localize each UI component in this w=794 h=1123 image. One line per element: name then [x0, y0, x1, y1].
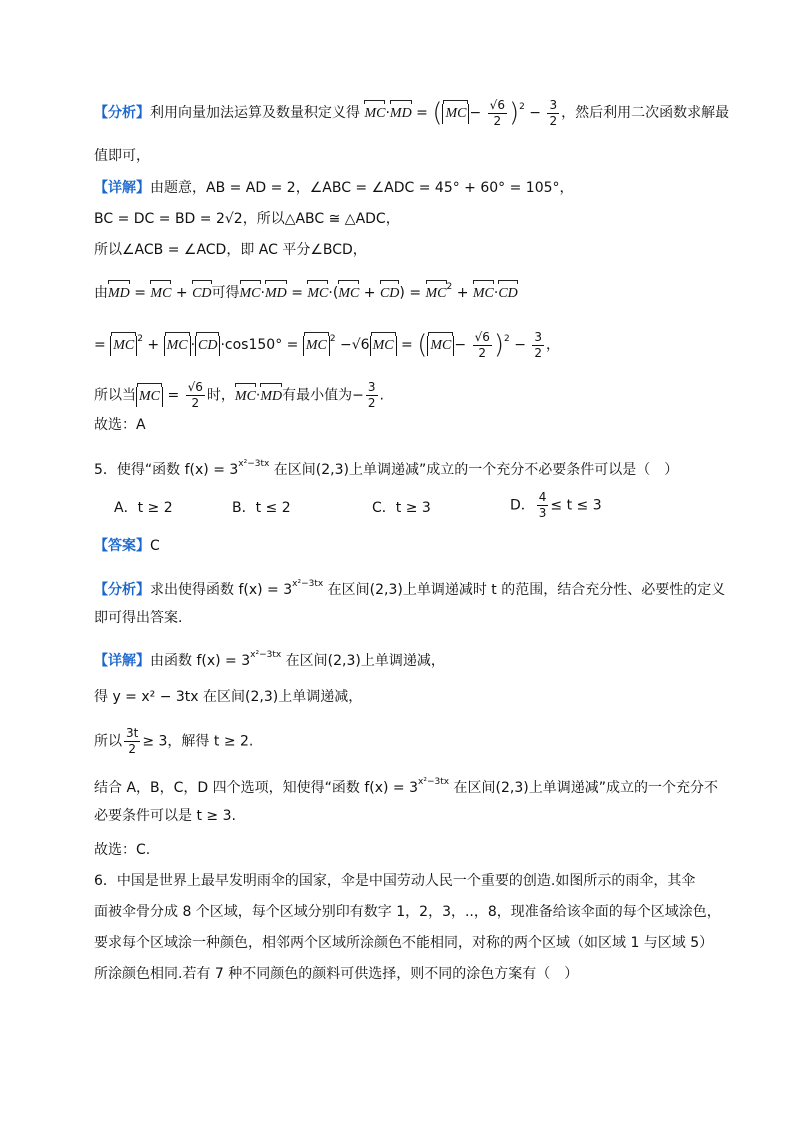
q5-detail-1	[94, 645, 445, 671]
dot-op: ·	[190, 337, 196, 353]
option-d-text: ≤ t ≤ 3	[550, 497, 602, 514]
detail-line-3: 所以∠ACB = ∠ACD，即 AC 平分∠BCD，	[94, 242, 367, 258]
exponent: x²−3tx	[238, 459, 270, 469]
frac-3t-2	[124, 726, 140, 757]
cos-term: cos150°	[224, 337, 283, 353]
numerator: 3	[367, 380, 376, 394]
abs-cd: CD	[195, 336, 220, 356]
frac-3-2	[547, 98, 559, 129]
minus: −	[514, 337, 526, 353]
text: 在区间(2,3)上单调递减”成立的一个充分不	[449, 780, 718, 796]
minus: −	[529, 105, 542, 121]
dot-op: ·	[260, 285, 265, 301]
dot-op: ·	[493, 285, 499, 301]
vector-mc: MC	[240, 284, 261, 304]
neg-sqrt6: −√6	[340, 337, 370, 353]
equals: =	[167, 387, 180, 404]
abs-mc: MC	[427, 336, 454, 356]
vector-md: MD	[108, 284, 130, 304]
square-exp: 2	[137, 334, 143, 344]
text: 结合 A，B，C，D 四个选项，知使得“函数 f(x) = 3	[94, 780, 419, 796]
q5-option-a: A．t ≥ 2	[114, 500, 173, 516]
abs-mc: MC	[110, 336, 137, 356]
dot-op: ·	[328, 285, 333, 301]
abs-mc: MC	[303, 336, 330, 356]
frac-3-2	[366, 380, 378, 411]
frac-sqrt6-2	[186, 380, 205, 411]
q5-final: 故选：C.	[94, 842, 151, 858]
denominator: 2	[128, 742, 136, 756]
frac-3-2	[532, 330, 544, 361]
text: 在区间(2,3)上单调递减，	[281, 653, 445, 669]
equals: =	[416, 105, 428, 121]
frac-sqrt6-2	[473, 330, 492, 361]
stem-text: 5．使得“函数 f(x) = 3	[94, 462, 239, 478]
minus: −	[469, 105, 482, 121]
abs-mc: MC	[370, 336, 397, 356]
abs-mc: MC	[136, 387, 163, 407]
vector-mc: MC	[150, 284, 171, 304]
q5-option-b: B．t ≤ 2	[232, 500, 291, 516]
plus: +	[363, 285, 376, 301]
q6-line-3: 要求每个区域涂一种颜色，相邻两个区域所涂颜色不能相同，对称的两个区域（如区域 1 与区域 5）	[94, 935, 714, 951]
q5-option-d	[510, 490, 602, 521]
vector-mc: MC	[338, 284, 359, 304]
analysis-line-1	[94, 97, 729, 129]
detail-line-5	[94, 329, 560, 361]
abs-mc: MC	[164, 336, 191, 356]
numerator: √6	[489, 97, 505, 112]
equals: =	[401, 337, 413, 353]
plus: +	[175, 285, 188, 301]
q5-analysis-2: 即可得出答案.	[94, 610, 183, 626]
square-exp: 2	[504, 334, 510, 344]
q6-line-4: 所涂颜色相同.若有 7 种不同颜色的颜料可供选择，则不同的涂色方案有（ ）	[94, 966, 579, 982]
analysis-tag: 【分析】	[94, 582, 150, 598]
equals: =	[291, 285, 303, 301]
text: ≥ 3，解得 t ≥ 2.	[142, 733, 254, 750]
numerator: 3	[534, 329, 543, 344]
numerator: √6	[187, 380, 203, 394]
equals: =	[134, 285, 146, 301]
analysis-text: 利用向量加法运算及数量积定义得	[150, 105, 360, 121]
vector-mc: MC	[364, 104, 385, 124]
answer-value: C	[150, 538, 160, 554]
text: 由	[94, 285, 108, 301]
frac-sqrt6-2	[488, 98, 507, 129]
text: 有最小值为	[282, 387, 353, 404]
q5-answer	[94, 536, 160, 556]
denominator: 2	[549, 113, 558, 128]
square-exp: 2	[519, 102, 525, 112]
equals: =	[286, 337, 299, 353]
vector-mc: MC	[473, 284, 494, 304]
detail-tag: 【详解】	[94, 180, 150, 196]
exponent: x²−3tx	[418, 777, 450, 787]
q5-detail-3	[94, 726, 253, 757]
vector-mc: MC	[426, 284, 447, 304]
paren-close: )	[493, 330, 505, 360]
abs-mc: MC	[442, 104, 469, 124]
q5-detail-4	[94, 772, 718, 798]
equals: =	[94, 337, 106, 353]
text: 由函数 f(x) = 3	[150, 653, 251, 669]
denominator: 2	[191, 396, 200, 410]
dot-op: ·	[255, 387, 261, 404]
vector-md: MD	[390, 104, 412, 124]
numerator: 4	[538, 490, 547, 504]
numerator: 3	[549, 97, 558, 112]
vector-cd: CD	[192, 284, 211, 304]
plus: +	[147, 337, 160, 353]
q5-stem	[94, 454, 678, 480]
equals: =	[409, 285, 422, 301]
exponent: x²−3tx	[292, 579, 324, 589]
vector-md: MD	[260, 387, 282, 407]
denominator: 2	[367, 396, 376, 410]
comma: ，	[546, 337, 561, 353]
denominator: 2	[493, 113, 502, 128]
numerator: 3t	[126, 726, 139, 740]
option-d-label: D．	[510, 497, 535, 514]
analysis-text-cont: ，然后利用二次函数求解最	[561, 105, 730, 121]
detail-line-2: BC = DC = BD = 2√2，所以△ABC ≅ △ADC，	[94, 211, 400, 227]
text: 求出使得函数 f(x) = 3	[150, 582, 293, 598]
denominator: 2	[534, 345, 543, 360]
text: 时，	[206, 387, 235, 404]
text: 在区间(2,3)上单调递减时 t 的范围，结合充分性、必要性的定义	[323, 582, 726, 598]
q5-detail-2: 得 y = x² − 3tx 在区间(2,3)上单调递减，	[94, 689, 363, 705]
q5-analysis-1	[94, 574, 725, 600]
period: .	[379, 387, 384, 404]
detail-line-4: 由MD = MC + CD可得$MC\cdot MD = MC\cdot(MC + CD) = MC^2 + MC\cdot CD$	[94, 277, 518, 304]
detail-line-1	[94, 178, 574, 198]
detail-line-6	[94, 380, 384, 411]
detail-text: 由题意，AB = AD = 2，∠ABC = ∠ADC = 45° + 60° = 105°，	[150, 180, 574, 196]
answer-tag: 【答案】	[94, 538, 150, 554]
text: 可得	[211, 285, 240, 301]
paren-close: )	[508, 98, 520, 128]
minus: −	[454, 337, 467, 353]
vector-cd: CD	[498, 284, 517, 304]
detail-tag: 【详解】	[94, 653, 150, 669]
analysis-line-2: 值即可，	[94, 148, 150, 164]
q5-option-c: C．t ≥ 3	[372, 500, 431, 516]
analysis-tag: 【分析】	[94, 105, 150, 121]
dot-op: ·	[220, 337, 225, 353]
denominator: 2	[478, 345, 487, 360]
vector-mc: MC	[307, 284, 328, 304]
plus: +	[456, 285, 469, 301]
q6-line-1: 6．中国是世界上最早发明雨伞的国家，伞是中国劳动人民一个重要的创造.如图所示的雨伞，其伞	[94, 873, 696, 889]
minus: −	[352, 387, 364, 404]
text: 所以当	[94, 387, 136, 404]
text: 所以	[94, 733, 122, 750]
vector-cd: CD	[380, 284, 399, 304]
dot-op: ·	[385, 105, 390, 121]
numerator: √6	[474, 329, 490, 344]
vector-mc: MC	[235, 387, 256, 407]
q5-detail-5: 必要条件可以是 t ≥ 3.	[94, 808, 236, 824]
square-exp: 2	[329, 334, 336, 344]
stem-text-cont: 在区间(2,3)上单调递减”成立的一个充分不必要条件可以是（ ）	[269, 462, 679, 478]
answer-line-4: 故选：A	[94, 417, 146, 433]
vector-md: MD	[265, 284, 287, 304]
q6-line-2: 面被伞骨分成 8 个区域，每个区域分别印有数字 1，2，3，..，8，现准备给该伞面的每个区域涂色，	[94, 904, 721, 920]
exponent: x²−3tx	[250, 650, 282, 660]
paren-open: (	[417, 330, 428, 360]
square-exp: 2	[446, 282, 453, 292]
frac-4-3	[537, 490, 549, 521]
paren-open: (	[432, 98, 443, 128]
denominator: 3	[538, 506, 547, 520]
